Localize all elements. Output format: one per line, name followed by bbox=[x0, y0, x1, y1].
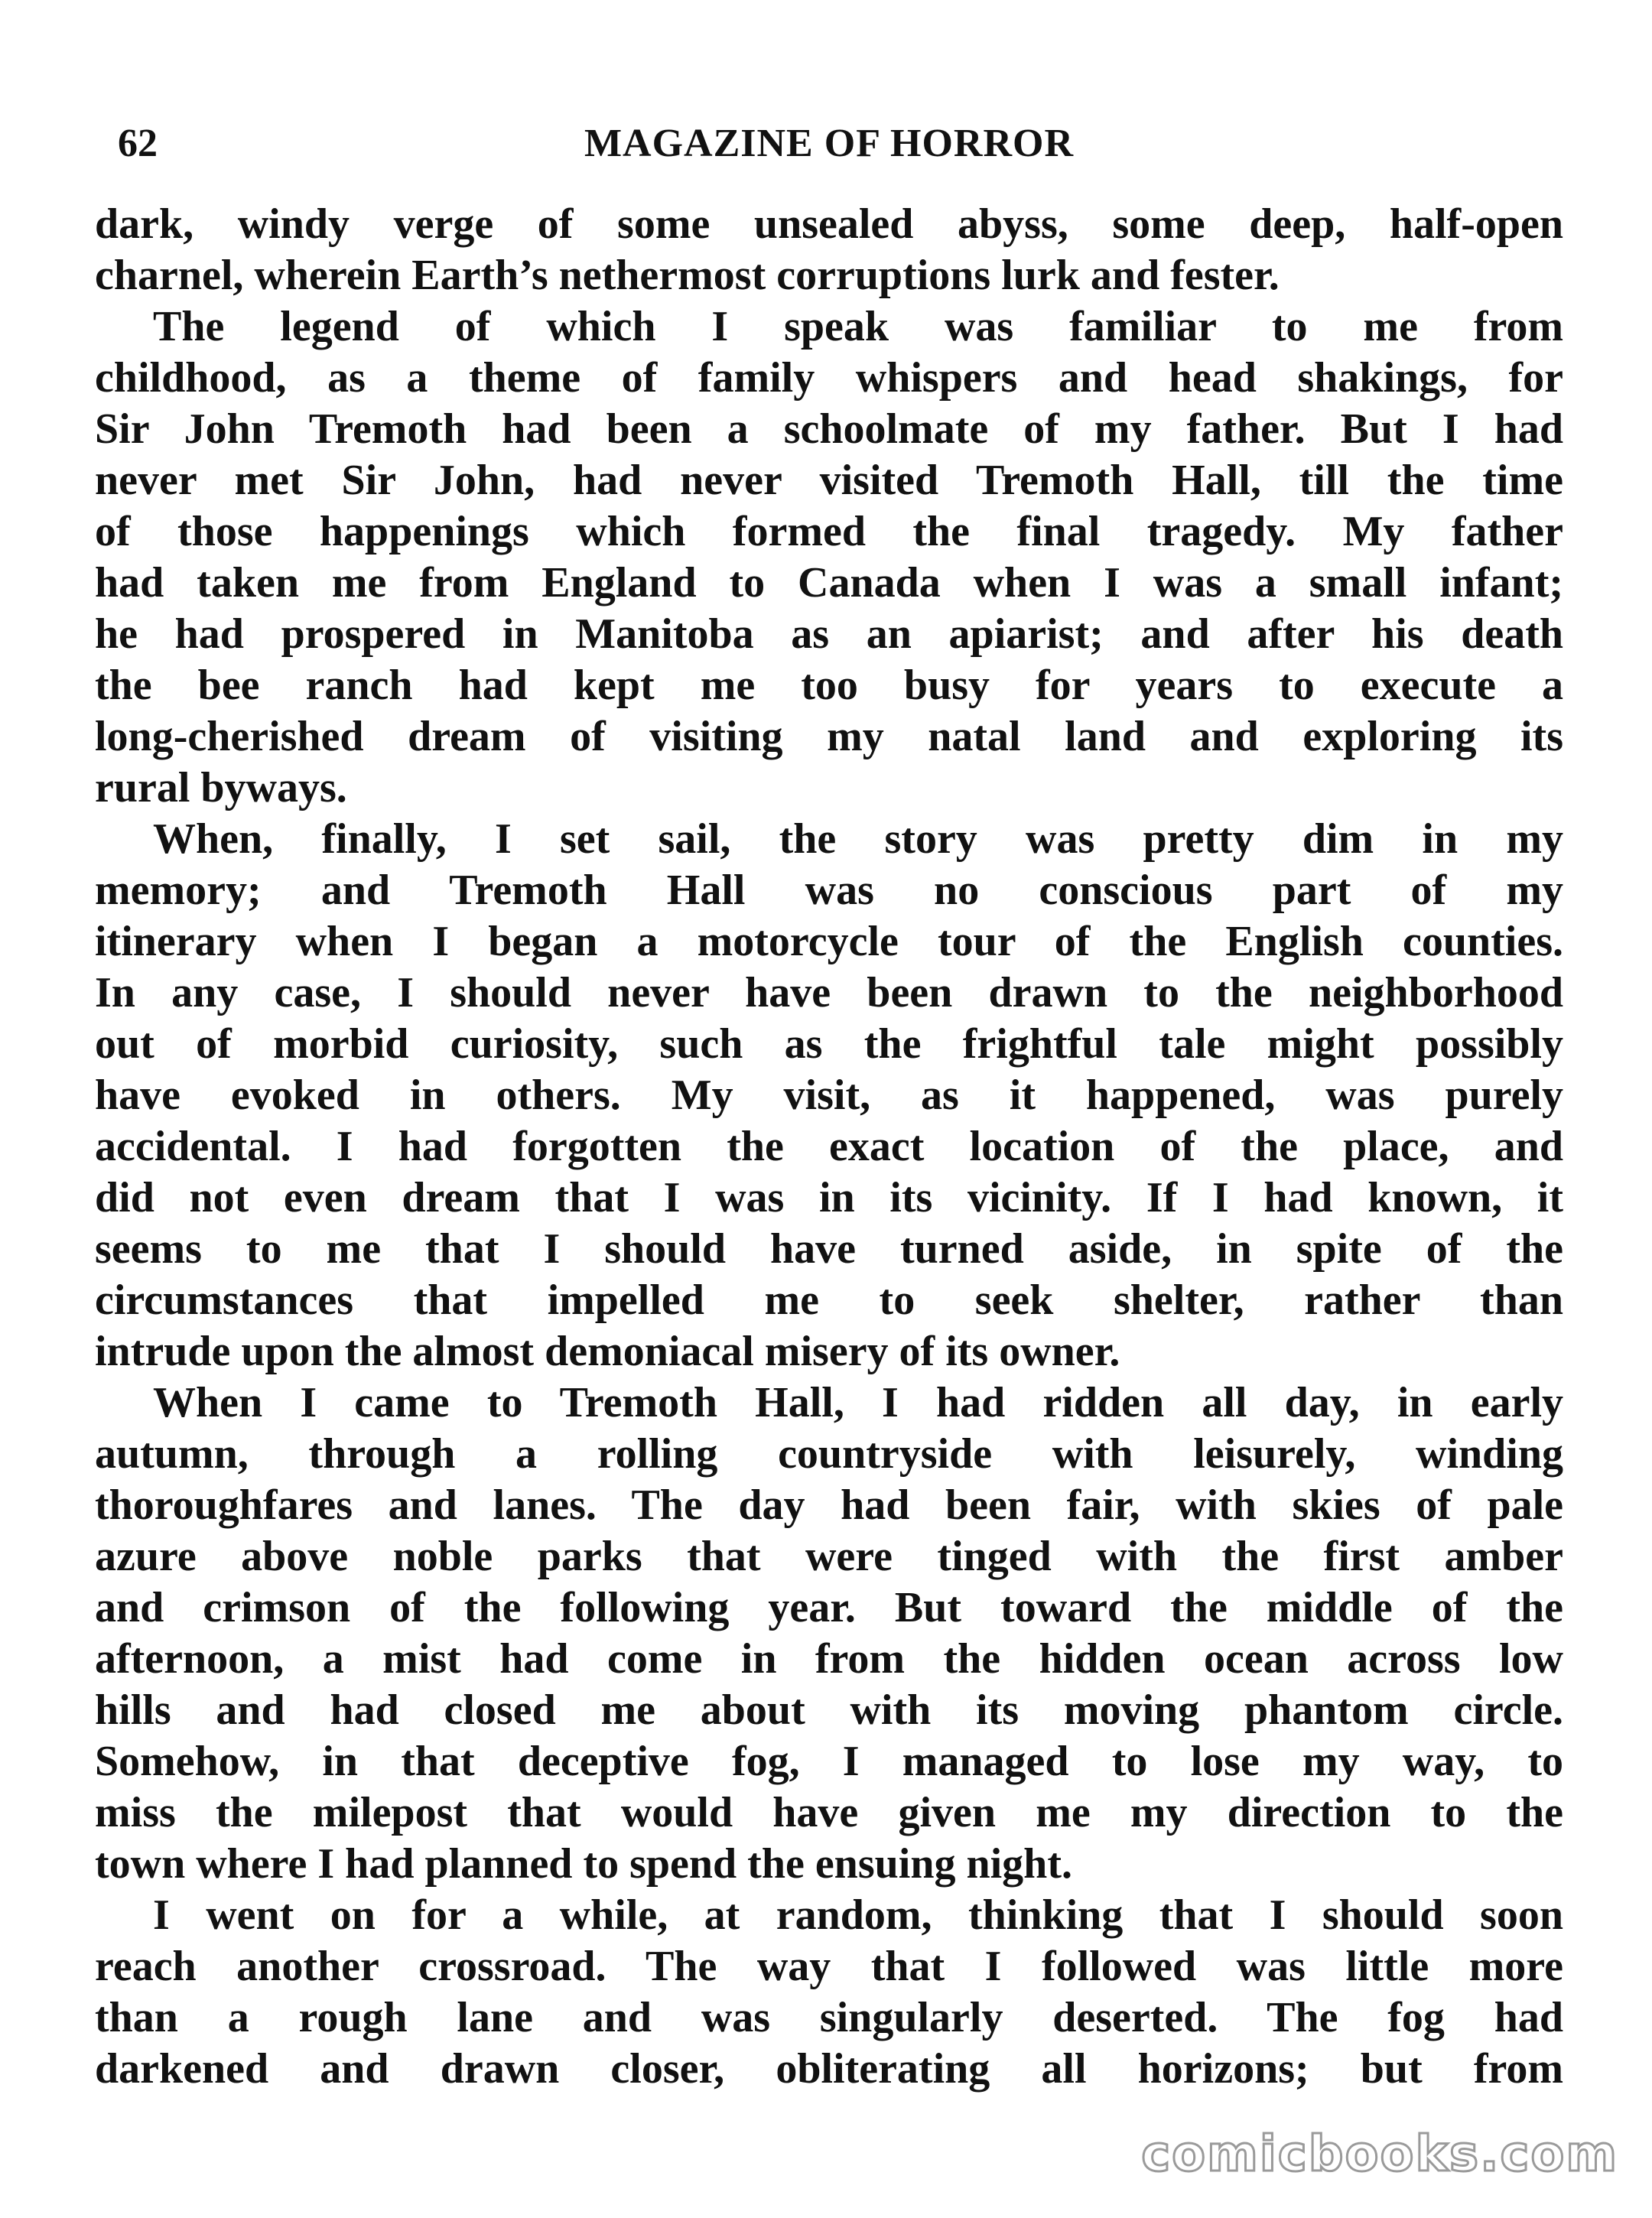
page-number: 62 bbox=[118, 122, 158, 165]
text-line: out of morbid curiosity, such as the frightful tale might possibly bbox=[95, 1020, 1563, 1068]
text-line: Somehow, in that deceptive fog, I managed to lose my way, to bbox=[95, 1738, 1563, 1785]
text-line: autumn, through a rolling countryside with leisurely, winding bbox=[95, 1430, 1563, 1478]
text-line: long-cherished dream of visiting my natal land and exploring its bbox=[95, 713, 1563, 760]
text-line: The legend of which I speak was familiar to me from bbox=[153, 303, 1563, 350]
text-line: reach another crossroad. The way that I followed was little more bbox=[95, 1943, 1563, 1990]
text-line: rural byways. bbox=[95, 764, 347, 811]
text-line: In any case, I should never have been drawn to the neighborhood bbox=[95, 969, 1563, 1016]
story-text bbox=[95, 199, 1563, 2095]
text-line: hills and had closed me about with its moving phantom circle. bbox=[95, 1686, 1563, 1734]
text-line: afternoon, a mist had come in from the hidden ocean across low bbox=[95, 1635, 1563, 1683]
text-line: dark, windy verge of some unsealed abyss, some deep, half-open bbox=[95, 200, 1563, 248]
text-line: intrude upon the almost demoniacal misery of its owner. bbox=[95, 1328, 1120, 1375]
text-line: than a rough lane and was singularly deserted. The fog had bbox=[95, 1994, 1563, 2041]
text-line: the bee ranch had kept me too busy for years to execute a bbox=[95, 662, 1563, 709]
watermark: comicbooks.com bbox=[1141, 2126, 1618, 2183]
text-line: childhood, as a theme of family whispers and head shakings, for bbox=[95, 354, 1563, 402]
text-line: When, finally, I set sail, the story was pretty dim in my bbox=[153, 815, 1563, 863]
text-line: never met Sir John, had never visited Tremoth Hall, till the time bbox=[95, 457, 1563, 504]
text-line: did not even dream that I was in its vicinity. If I had known, it bbox=[95, 1174, 1563, 1221]
text-line: circumstances that impelled me to seek shelter, rather than bbox=[95, 1276, 1563, 1324]
text-line: accidental. I had forgotten the exact location of the place, and bbox=[95, 1123, 1563, 1170]
text-line: have evoked in others. My visit, as it happened, was purely bbox=[95, 1072, 1563, 1119]
text-line: miss the milepost that would have given me my direction to the bbox=[95, 1789, 1563, 1836]
text-line: thoroughfares and lanes. The day had been fair, with skies of pale bbox=[95, 1481, 1563, 1529]
text-line: town where I had planned to spend the ensuing night. bbox=[95, 1840, 1072, 1888]
text-line: I went on for a while, at random, thinking that I should soon bbox=[153, 1891, 1563, 1939]
text-line: he had prospered in Manitoba as an apiarist; and after his death bbox=[95, 610, 1563, 658]
text-line: charnel, wherein Earth’s nethermost corruptions lurk and fester. bbox=[95, 252, 1280, 299]
text-line: Sir John Tremoth had been a schoolmate of my father. But I had bbox=[95, 405, 1563, 453]
page-header bbox=[95, 113, 1563, 174]
text-line: of those happenings which formed the final tragedy. My father bbox=[95, 508, 1563, 555]
text-line: had taken me from England to Canada when I was a small infant; bbox=[95, 559, 1563, 607]
text-line: seems to me that I should have turned aside, in spite of the bbox=[95, 1225, 1563, 1273]
text-line: memory; and Tremoth Hall was no conscious part of my bbox=[95, 867, 1563, 914]
running-title: MAGAZINE OF HORROR bbox=[584, 122, 1075, 165]
text-line: azure above noble parks that were tinged with the first amber bbox=[95, 1533, 1563, 1580]
text-line: itinerary when I began a motorcycle tour of the English counties. bbox=[95, 918, 1563, 965]
text-line: When I came to Tremoth Hall, I had ridden all day, in early bbox=[153, 1379, 1563, 1426]
text-line: darkened and drawn closer, obliterating all horizons; but from bbox=[95, 2045, 1563, 2093]
text-line: and crimson of the following year. But toward the middle of the bbox=[95, 1584, 1563, 1631]
